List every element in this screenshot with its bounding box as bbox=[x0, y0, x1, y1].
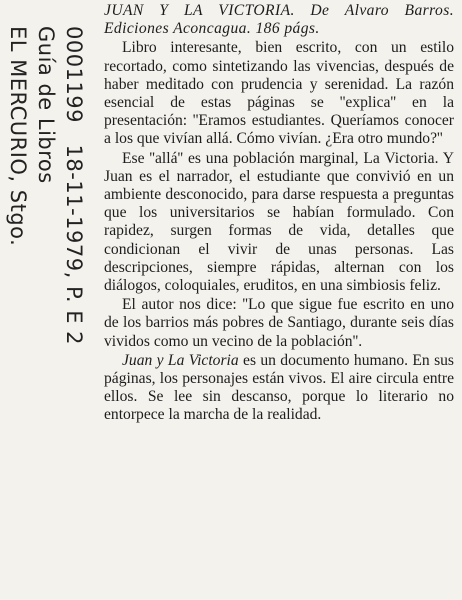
book-details: De Alvaro Barros. Ediciones Aconcagua. 186 págs. bbox=[104, 2, 454, 38]
annotation-date-code bbox=[62, 26, 86, 345]
paragraph-3: El autor nos dice: ''Lo que sigue fue escrito en uno de los barrios más pobres de Santiago, durante seis días vividos como un vecino de la población''. bbox=[104, 296, 454, 350]
book-review-article bbox=[104, 2, 454, 425]
review-heading bbox=[104, 2, 454, 38]
paragraph-4 bbox=[104, 352, 454, 425]
book-title-inline: Juan y La Victoria bbox=[122, 351, 239, 369]
handwritten-annotation bbox=[4, 22, 94, 582]
annotation-section: Guía de Libros bbox=[34, 26, 58, 184]
annotation-code: 0001199 bbox=[62, 26, 86, 124]
paragraph-4-text: es un documento humano. En sus páginas, los personajes están vivos. El aire circula entre ellos. Se lee sin descanso, porque lo literario no entorpece la marcha de la realidad. bbox=[104, 351, 454, 424]
paragraph-1: Libro interesante, bien escrito, con un estilo recortado, como sintetizando las vivencias, después de haber meditado con prudencia y serenidad. La razón esencial de estas páginas se ''explica'' en la presentación: ''Eramos estudiantes. Queríamos conocer a los que vivían allá. Cómo vivían. ¿Era otro mundo?'' bbox=[104, 39, 454, 148]
annotation-source: EL MERCURIO, Stgo. bbox=[6, 26, 30, 247]
annotation-date: 18-11-1979, P. E 2 bbox=[62, 144, 86, 346]
paragraph-2: Ese ''allá'' es una población marginal, La Victoria. Y Juan es el narrador, el estudiante que convivió en un ambiente desconocido, para darse respuesta a preguntas que los universitarios se habían formulado. Con rapidez, surgen formas de vida, detalles que condicionan el vivir de unas personas. Las descripciones, siempre rápidas, alternan con los diálogos, coloquiales, eruditos, en una simbiosis feliz. bbox=[104, 149, 454, 295]
book-title: JUAN Y LA VICTORIA. bbox=[104, 2, 295, 19]
